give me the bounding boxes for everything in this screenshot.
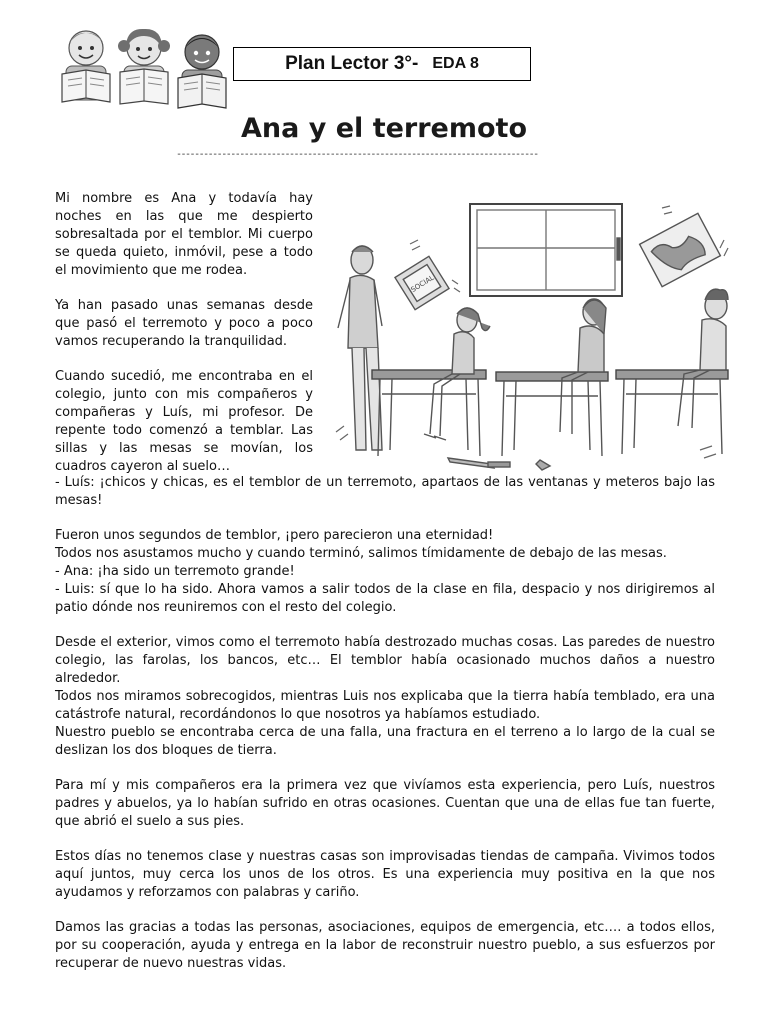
paragraph-gap — [55, 510, 715, 527]
story-line: Fueron unos segundos de temblor, ¡pero parecieron una eternidad! — [55, 528, 494, 543]
story-line: Todos nos asustamos mucho y cuando terminó, salimos tímidamente de debajo de las mesas. — [55, 546, 667, 561]
story-line: Nuestro pueblo se encontraba cerca de una falla, una fractura en el terreno a lo largo de la cual se deslizan los dos bloques de tierra. — [55, 725, 715, 758]
story-line: Para mí y mis compañeros era la primera vez que vivíamos esta experiencia, pero Luís, nuestros padres y abuelos, ya lo habían sufrido en otras ocasiones. Cuentan que una de ellas fue tan fuerte, que abrió el suelo a sus pies. — [55, 778, 715, 829]
paragraph-gap — [55, 902, 715, 919]
desk-right-icon — [616, 370, 728, 454]
paragraph-gap — [55, 760, 715, 777]
teacher-icon — [338, 246, 382, 450]
story-line: - Luís: ¡chicos y chicas, es el temblor de un terremoto, apartaos de las ventanas y meteros bajo las mesas! — [55, 475, 715, 508]
kid-left-icon — [62, 31, 110, 102]
kid-right-icon — [178, 35, 226, 108]
story-line: - Luis: sí que lo ha sido. Ahora vamos a salir todos de la clase en fila, despacio y nos dirigiremos al patio dónde nos reuniremos con el resto del colegio. — [55, 582, 715, 615]
intro-paragraph: Cuando sucedió, me encontraba en el colegio, junto con mis compañeros y compañeras y Luís, mi profesor. De repente todo comenzó a temblar. Las sillas y las mesas se movían, los cuadros cayeron al suelo… — [55, 369, 313, 474]
story-line: - Ana: ¡ha sido un terremoto grande! — [55, 564, 295, 579]
kid-middle-icon — [118, 29, 170, 104]
tilted-map-icon — [640, 213, 721, 286]
desk-middle-icon — [496, 372, 608, 456]
window-icon — [470, 204, 622, 296]
story-title: Ana y el terremoto — [240, 113, 527, 144]
intro-paragraph: Mi nombre es Ana y todavía hay noches en las que me despierto sobresaltada por el temblor. Mi cuerpo se queda quieto, inmóvil, pese a todo el movimiento que me rodea. — [55, 191, 313, 278]
story-line: Estos días no tenemos clase y nuestras casas son improvisadas tiendas de campaña. Vivimos todos aquí juntos, muy cerca los unos de los otros. Es una experiencia muy positiva en la que nos ayudamos y reforzamos con palabras y cariño. — [55, 849, 715, 900]
story-line: Desde el exterior, vimos como el terremoto había destrozado muchas cosas. Las paredes de nuestro colegio, las farolas, los bancos, etc… El temblor había ocasionado muchos daños a nuestro alrededor. — [55, 635, 715, 686]
story-line: Todos nos miramos sobrecogidos, mientras Luis nos explicaba que la tierra había temblado, era una catástrofe natural, recordándonos lo que nosotros ya habíamos estudiado. — [55, 689, 715, 722]
classroom-earthquake-illustration — [322, 188, 730, 474]
story-line: Damos las gracias a todas las personas, asociaciones, equipos de emergencia, etc…. a todos ellos, por su cooperación, ayuda y entrega en la labor de reconstruir nuestro pueblo, a sus esfuerzos por recuperar de nuevo nuestras vidas. — [55, 920, 715, 971]
intro-paragraph: Ya han pasado unas semanas desde que pasó el terremoto y poco a poco vamos recuperando la tranquilidad. — [55, 298, 313, 349]
plan-lector-label: Plan Lector 3°- — [285, 53, 419, 74]
title-dashed-rule: -------------------------------------------------------------------------------- — [176, 149, 538, 160]
desk-left-icon — [372, 370, 486, 456]
children-reading-illustration — [56, 24, 232, 114]
story-body — [55, 474, 715, 973]
intro-column — [55, 190, 313, 476]
poster-text: SOCIAL — [409, 273, 436, 295]
fallen-objects-icon — [448, 458, 550, 470]
eda-label: EDA 8 — [432, 55, 479, 72]
paragraph-gap — [55, 617, 715, 634]
plan-lector-header — [233, 47, 531, 81]
tilted-poster-icon — [395, 256, 449, 309]
paragraph-gap — [55, 831, 715, 848]
student-middle-icon — [560, 299, 606, 434]
